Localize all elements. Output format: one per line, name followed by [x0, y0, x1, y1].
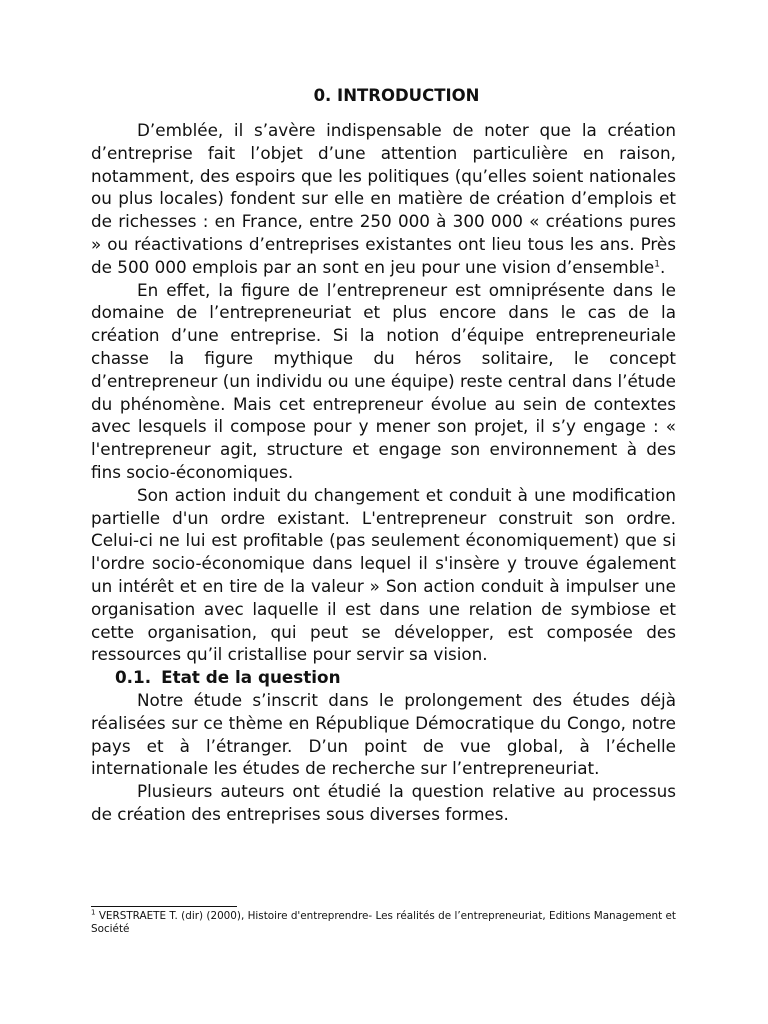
- paragraph-tail: .: [659, 256, 666, 277]
- footnote-separator: [91, 906, 237, 907]
- page-title: 0. INTRODUCTION: [313, 86, 480, 105]
- section-title: Etat de la question: [161, 667, 341, 688]
- paragraph-text: D’emblée, il s’avère indispensable de noter que la création d’entreprise fait l’objet d’une attention particulière en raison, notamment, des espoirs que les politiques (qu’elles soient nationales ou plus locales) fondent sur elle en matière de création d’emplois et de richesses : en France, entre 250 000 à 300 000 « créations pures » ou réactivations d’entreprises existantes ont lieu tous les ans. Près de 500 000 emplois par an sont en jeu pour une vision d’ensemble: [91, 120, 676, 277]
- document-body: [91, 84, 676, 826]
- footnote-ref: 1: [654, 259, 660, 270]
- paragraph-intro-1: [91, 119, 676, 279]
- paragraph-section-2: Plusieurs auteurs ont étudié la question relative au processus de création des entreprises sous diverses formes.: [91, 781, 676, 824]
- paragraph-intro-2: En effet, la figure de l’entrepreneur est omniprésente dans le domaine de l’entrepreneuriat et plus encore dans le cas de la création d’une entreprise. Si la notion d’équipe entrepreneuriale chasse la figure mythique du héros solitaire, le concept d’entrepreneur (un individu ou une équipe) reste central dans l’étude du phénomène. Mais cet entrepreneur évolue au sein de contextes avec lesquels il compose pour y mener son projet, il s’y engage : « l'entrepreneur agit, structure et engage son environnement à des fins socio-économiques.: [91, 279, 676, 482]
- section-number: 0.1.: [115, 667, 152, 688]
- paragraph-section-1: Notre étude s’inscrit dans le prolongement des études déjà réalisées sur ce thème en République Démocratique du Congo, notre pays et à l’étranger. D’un point de vue global, à l’échelle internationale les études de recherche sur l’entrepreneuriat.: [91, 689, 676, 779]
- paragraph-intro-3: Son action induit du changement et conduit à une modification partielle d'un ordre existant. L'entrepreneur construit son ordre. Celui-ci ne lui est profitable (pas seulement économiquement) que si l'ordre socio-économique dans lequel il s'insère y trouve également un intérêt et en tire de la valeur » Son action conduit à impulser une organisation avec laquelle il est dans une relation de symbiose et cette organisation, qui peut se développer, est composée des ressources qu’il cristallise pour servir sa vision.: [91, 484, 676, 665]
- footnote-number: 1: [91, 908, 96, 917]
- footnote-text: VERSTRAETE T. (dir) (2000), Histoire d'entreprendre- Les réalités de l’entrepreneuriat, Editions Management et Société: [91, 910, 676, 935]
- section-heading: [91, 666, 676, 689]
- footnote: [91, 910, 676, 935]
